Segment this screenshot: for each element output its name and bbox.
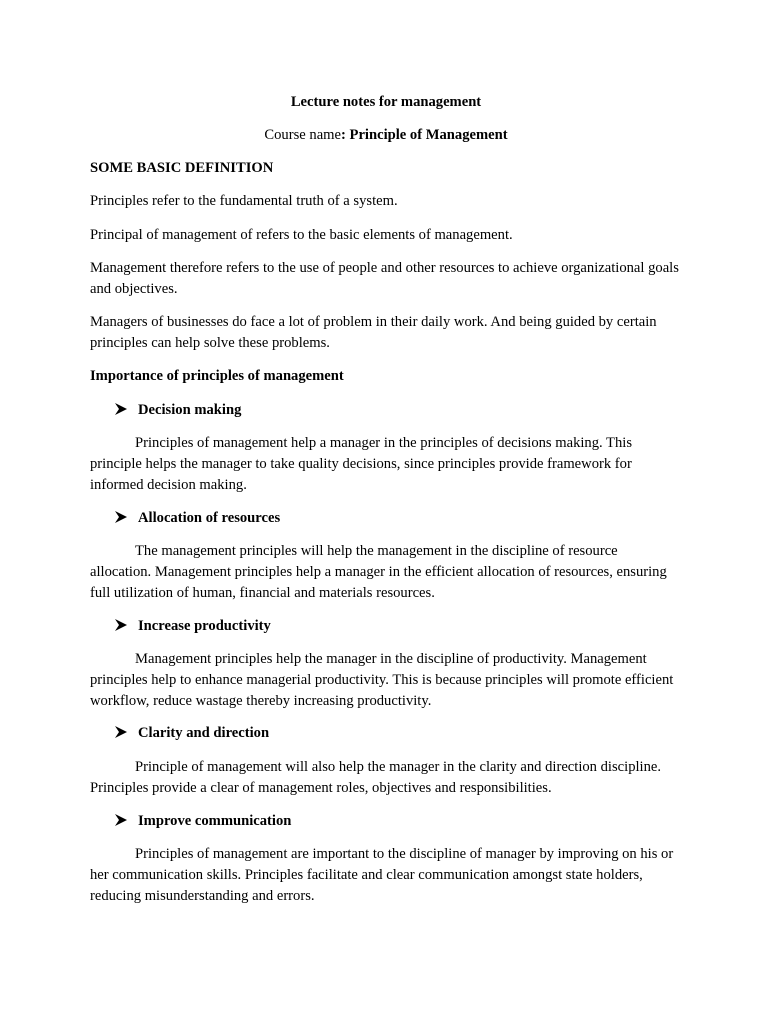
bullet-heading	[114, 616, 271, 636]
course-line	[90, 125, 682, 145]
arrowhead-bullet-icon	[114, 813, 128, 827]
definition-paragraph: Principles refer to the fundamental truth of a system.	[90, 193, 398, 209]
arrowhead-bullet-icon	[114, 618, 128, 632]
item-body: Management principles help the manager in the discipline of productivity. Management principles help to enhance managerial productivity. This is because principles will promote efficient workflow, reduce wastage thereby increasing productivity.	[90, 651, 674, 709]
item-body: Principle of management will also help the manager in the clarity and direction discipline. Principles provide a clear of management roles, objectives and responsibilities.	[90, 759, 662, 796]
document-title: Lecture notes for management	[290, 94, 482, 110]
course-name: : Principle of Management	[341, 127, 508, 143]
arrowhead-bullet-icon	[114, 725, 128, 739]
definition-paragraph: Management therefore refers to the use of people and other resources to achieve organizational goals and objectives.	[90, 260, 679, 297]
bullet-heading-label: Allocation of resources	[138, 510, 281, 526]
bullet-heading-label: Decision making	[138, 402, 242, 418]
item-body: Principles of management are important to the discipline of manager by improving on his or her communication skills. Principles facilitate and clear communication amongst state holders, reducing misunderstanding and errors.	[90, 846, 674, 904]
bullet-heading-label: Clarity and direction	[138, 725, 270, 741]
item-body: Principles of management help a manager in the principles of decisions making. This principle helps the manager to take quality decisions, since principles provide framework for informed decision making.	[90, 435, 633, 493]
bullet-heading	[114, 400, 241, 420]
bullet-heading	[114, 811, 291, 831]
arrowhead-bullet-icon	[114, 402, 128, 416]
arrowhead-bullet-icon	[114, 510, 128, 524]
bullet-heading	[114, 508, 280, 528]
definition-paragraph: Managers of businesses do face a lot of problem in their daily work. And being guided by certain principles can help solve these problems.	[90, 314, 657, 351]
importance-heading: Importance of principles of management	[90, 368, 344, 384]
bullet-heading	[114, 723, 269, 743]
section-heading: SOME BASIC DEFINITION	[90, 160, 274, 176]
definition-paragraph: Principal of management of refers to the basic elements of management.	[90, 227, 513, 243]
bullet-heading-label: Increase productivity	[138, 618, 271, 634]
course-label: Course name	[264, 127, 342, 143]
bullet-heading-label: Improve communication	[138, 813, 292, 829]
item-body: The management principles will help the management in the discipline of resource allocation. Management principles help a manager in the efficient allocation of resources, ensuring full utilization of human, financial and materials resources.	[90, 543, 667, 601]
